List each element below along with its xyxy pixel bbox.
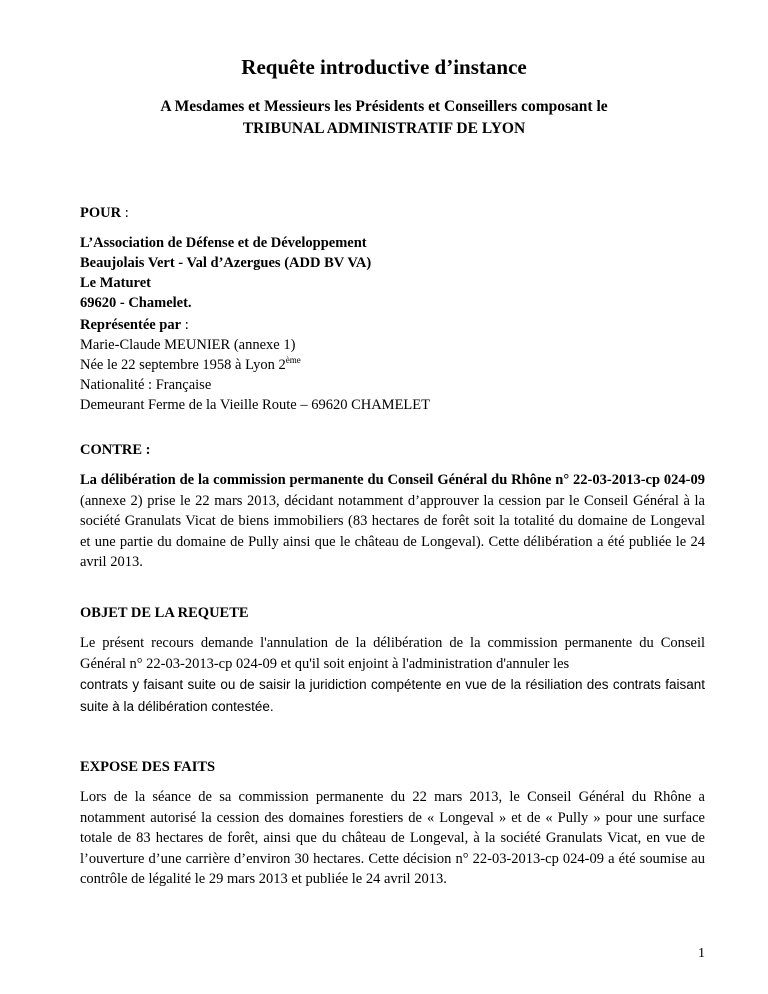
- addressee: [0, 96, 768, 140]
- expose-paragraph: Lors de la séance de sa commission permanente du 22 mars 2013, le Conseil Général du Rhône a notamment autorisé la cession des domaines forestiers de « Longeval » et de « Pully » pour une surface totale de 83 hectares de forêt, ainsi que du château de Longeval, à la société Granulats Vicat, en vue de l’ouverture d’une carrière d’environ 30 hectares. Cette décision n° 22-03-2013-cp 024-09 a été soumise au contrôle de légalité le 29 mars 2013 et publiée le 24 avril 2013.: [80, 789, 705, 887]
- contre-text: (annexe 2) prise le 22 mars 2013, décidant notamment d’approuver la cession par le Conseil Général à la société Granulats Vicat de biens immobiliers (83 hectares de forêt soit la totalité du domaine de Longeval et une partie du domaine de Pully ainsi que le château de Longeval). Cette délibération a été publiée le 24 avril 2013.: [80, 492, 705, 570]
- pour-section: [80, 203, 705, 223]
- representee-heading: [80, 315, 705, 335]
- representee-nationality: Nationalité : Française: [80, 377, 212, 393]
- pour-line-1: L’Association de Défense et de Développement: [80, 235, 367, 251]
- pour-label: POUR: [80, 205, 122, 221]
- page-number: 1: [698, 946, 705, 961]
- representee-colon: :: [181, 317, 189, 333]
- representee-birth: [80, 355, 705, 375]
- document-title: Requête introductive d’instance: [241, 55, 527, 79]
- contre-paragraph: [80, 470, 705, 573]
- pour-line-3: Le Maturet: [80, 275, 151, 291]
- representee-label: Représentée par: [80, 317, 182, 333]
- representee-birth-text: Née le 22 septembre 1958 à Lyon 2: [80, 357, 286, 373]
- representee-section: [80, 315, 705, 415]
- representee-birth-sup: ème: [285, 355, 301, 366]
- contre-bold-lead: La délibération de la commission permanente du Conseil Général du Rhône n° 22-03-2013-cp 024-09: [80, 472, 705, 488]
- pour-line-4: 69620 - Chamelet.: [80, 295, 192, 311]
- pour-address: [80, 233, 705, 313]
- representee-name: Marie-Claude MEUNIER (annexe 1): [80, 337, 296, 353]
- objet-heading: OBJET DE LA REQUETE: [80, 605, 249, 621]
- representee-address: Demeurant Ferme de la Vieille Route – 69620 CHAMELET: [80, 397, 431, 413]
- contre-heading: CONTRE :: [80, 442, 151, 458]
- addressee-line-1: A Mesdames et Messieurs les Présidents et Conseillers composant le: [160, 98, 608, 115]
- addressee-line-2: TRIBUNAL ADMINISTRATIF DE LYON: [242, 120, 526, 137]
- pour-colon: :: [121, 205, 129, 221]
- objet-paragraph: [80, 633, 705, 717]
- objet-text-serif: Le présent recours demande l'annulation de la délibération de la commission permanente du Conseil Général n° 22-03-2013-cp 024-09 et qu'il soit enjoint à l'administration d'annuler les: [80, 635, 705, 672]
- pour-heading: [80, 203, 705, 223]
- objet-text-sans: contrats y faisant suite ou de saisir la juridiction compétente en vue de la résiliation des contrats faisant suite à la délibération contestée.: [80, 677, 705, 714]
- pour-line-2: Beaujolais Vert - Val d’Azergues (ADD BV VA): [80, 255, 372, 271]
- expose-heading: EXPOSE DES FAITS: [80, 759, 216, 775]
